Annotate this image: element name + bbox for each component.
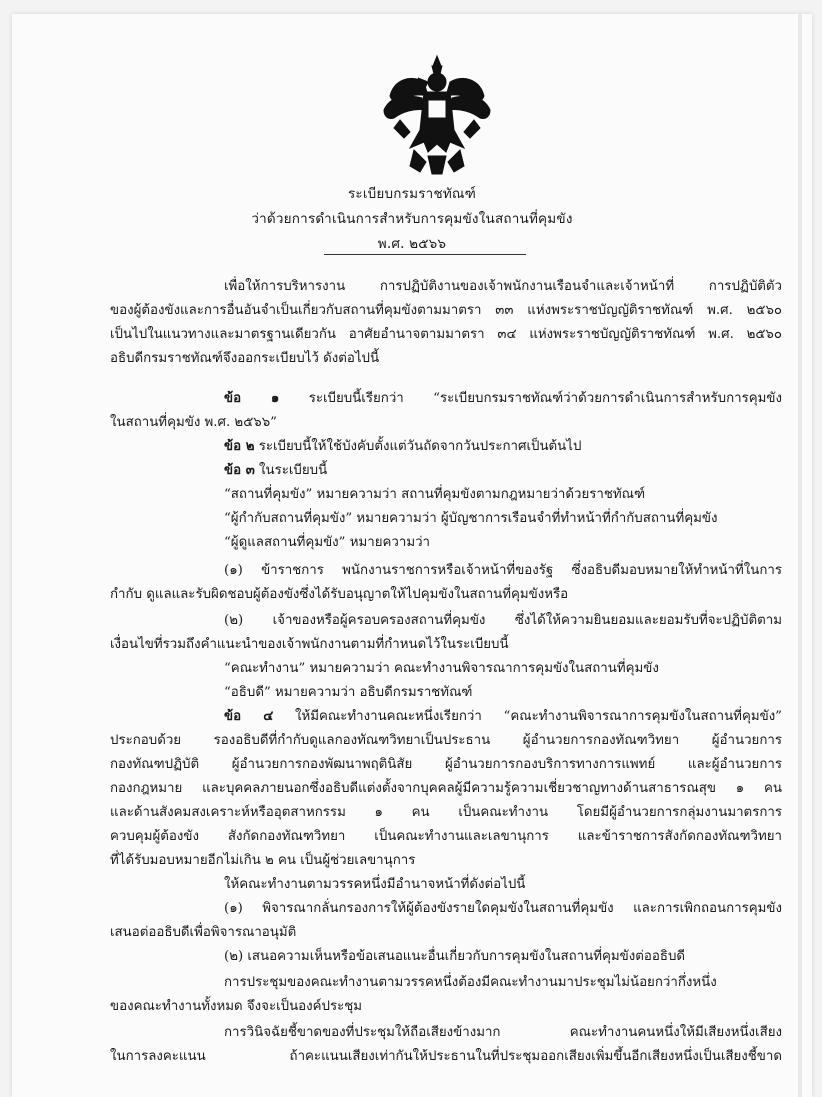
body-line bbox=[224, 660, 659, 678]
body-line-text: (๑) พิจารณากลั่นกรองการให้ผู้ต้องขังรายใดคุมขังในสถานที่คุมขัง และการเพิกถอนการคุมขัง bbox=[224, 901, 782, 916]
body-line bbox=[224, 462, 327, 480]
body-line bbox=[224, 974, 782, 992]
clause-number: ข้อ ๓ bbox=[224, 463, 255, 478]
body-line-text: เป็นไปในแนวทางและมาตรฐานเดียวกัน อาศัยอำนาจตามมาตรา ๓๔ แห่งพระราชบัญญัติราชทัณฑ์ พ.ศ. ๒๕๖๐ bbox=[110, 327, 782, 342]
body-line-text: (๒) เจ้าของหรือผู้ครอบครองสถานที่คุมขัง ซึ่งได้ให้ความยินยอมและยอมรับที่จะปฏิบัติตาม bbox=[224, 613, 782, 628]
body-line bbox=[224, 948, 685, 966]
body-line-text: ในการลงคะแนน ถ้าคะแนนเสียงเท่ากันให้ประธานในที่ประชุมออกเสียงเพิ่มขึ้นอีกเสียงหนึ่งเป็นเสียงชี้ขาด bbox=[110, 1049, 782, 1064]
clause-number: ข้อ ๒ bbox=[224, 439, 255, 454]
title-divider bbox=[324, 254, 526, 255]
body-line-text: ของคณะทำงานทั้งหมด จึงจะเป็นองค์ประชุม bbox=[110, 999, 363, 1014]
body-line-text: อธิบดีกรมราชทัณฑ์จึงออกระเบียบไว้ ดังต่อไปนี้ bbox=[110, 351, 380, 366]
body-line-text: การประชุมของคณะทำงานตามวรรคหนึ่งต้องมีคณะทำงานมาประชุมไม่น้อยกว่ากึ่งหนึ่ง bbox=[224, 975, 717, 990]
body-line bbox=[224, 486, 645, 504]
clause-number: ข้อ ๑ bbox=[224, 391, 280, 406]
body-line bbox=[110, 924, 296, 942]
body-line bbox=[224, 900, 782, 918]
body-line bbox=[224, 684, 472, 702]
body-line bbox=[224, 510, 717, 528]
body-line-text: ที่ได้รับมอบหมายอีกไม่เกิน ๒ คน เป็นผู้ช่วยเลขานุการ bbox=[110, 853, 416, 868]
body-line bbox=[110, 852, 415, 870]
body-line-text: เสนอต่ออธิบดีเพื่อพิจารณาอนุมัติ bbox=[110, 925, 297, 940]
body-line-text: ระเบียบนี้เรียกว่า “ระเบียบกรมราชทัณฑ์ว่าด้วยการดำเนินการสำหรับการคุมขัง bbox=[279, 391, 782, 406]
body-line-text: “ผู้กำกับสถานที่คุมขัง” หมายความว่า ผู้บัญชาการเรือนจำที่ทำหน้าที่กำกับสถานที่คุมขัง bbox=[224, 511, 718, 526]
body-line bbox=[224, 534, 430, 552]
body-line-text: ของผู้ต้องขังและการอื่นอันจำเป็นเกี่ยวกับสถานที่คุมขังตามมาตรา ๓๓ แห่งพระราชบัญญัติราชทัณฑ์ พ.ศ. ๒๕๖๐ bbox=[110, 303, 782, 318]
body-line bbox=[110, 732, 782, 750]
body-line-text: เงื่อนไขที่รวมถึงคำแนะนำของเจ้าพนักงานตามที่กำหนดไว้ในระเบียบนี้ bbox=[110, 637, 509, 652]
body-line-text: กำกับ ดูแลและรับผิดชอบผู้ต้องขังซึ่งได้รับอนุญาตให้ไปคุมขังในสถานที่คุมขังหรือ bbox=[110, 587, 569, 602]
body-line bbox=[110, 414, 277, 432]
body-line-text: “ผู้ดูแลสถานที่คุมขัง” หมายความว่า bbox=[224, 535, 431, 550]
document-page bbox=[12, 14, 812, 1097]
body-line bbox=[110, 586, 568, 604]
body-line-text: กองทัณฑปฏิบัติ ผู้อำนวยการกองพัฒนาพฤตินิสัย ผู้อำนวยการกองบริการทางการแพทย์ และผู้อำนวยการ bbox=[110, 757, 782, 772]
body-line-text: เพื่อให้การบริหารงาน การปฏิบัติงานของเจ้าพนักงานเรือนจำและเจ้าหน้าที่ การปฏิบัติตัว bbox=[224, 279, 782, 294]
body-line-text: ในสถานที่คุมขัง พ.ศ. ๒๕๖๖” bbox=[110, 415, 277, 430]
body-line bbox=[224, 708, 782, 726]
body-line-text: (๒) เสนอความเห็นหรือข้อเสนอแนะอื่นเกี่ยวกับการคุมขังในสถานที่คุมขังต่ออธิบดี bbox=[224, 949, 686, 964]
body-line-text: ในระเบียบนี้ bbox=[254, 463, 328, 478]
clause-number: ข้อ ๔ bbox=[224, 709, 274, 724]
body-line-text: ควบคุมผู้ต้องขัง สังกัดกองทัณฑวิทยา เป็นคณะทำงานและเลขานุการ และข้าราชการสังกัดกองทัณฑวิทยา bbox=[110, 829, 782, 844]
body-line bbox=[224, 612, 782, 630]
body-line bbox=[110, 636, 509, 654]
garuda-emblem-icon bbox=[380, 52, 494, 180]
body-line bbox=[224, 1024, 782, 1042]
body-line-text: ให้มีคณะทำงานคณะหนึ่งเรียกว่า “คณะทำงานพิจารณาการคุมขังในสถานที่คุมขัง” bbox=[273, 709, 782, 724]
body-line-text: (๑) ข้าราชการ พนักงานราชการหรือเจ้าหน้าที่ของรัฐ ซึ่งอธิบดีมอบหมายให้ทำหน้าที่ในการ bbox=[224, 563, 782, 578]
document-year: พ.ศ. ๒๕๖๖ bbox=[377, 236, 447, 252]
scan-edge-shadow bbox=[798, 14, 802, 1097]
document-title: ระเบียบกรมราชทัณฑ์ bbox=[347, 186, 477, 202]
body-line bbox=[110, 302, 782, 320]
body-line-text: กองกฎหมาย และบุคคลภายนอกซึ่งอธิบดีแต่งตั้งจากบุคคลผู้มีความรู้ความเชี่ยวชาญทางด้านสาธารณสุข ๑ คน bbox=[110, 781, 782, 796]
body-line-text: ระเบียบนี้ให้ใช้บังคับตั้งแต่วันถัดจากวันประกาศเป็นต้นไป bbox=[254, 439, 582, 454]
body-line bbox=[110, 998, 362, 1016]
body-line bbox=[110, 828, 782, 846]
body-line bbox=[110, 756, 782, 774]
body-line bbox=[110, 780, 782, 798]
body-line bbox=[110, 326, 782, 344]
body-line-text: “อธิบดี” หมายความว่า อธิบดีกรมราชทัณฑ์ bbox=[224, 685, 473, 700]
body-line bbox=[224, 278, 782, 296]
body-line bbox=[224, 876, 525, 894]
body-line-text: “สถานที่คุมขัง” หมายความว่า สถานที่คุมขังตามกฎหมายว่าด้วยราชทัณฑ์ bbox=[224, 487, 646, 502]
body-line bbox=[224, 438, 581, 456]
body-line-text: ให้คณะทำงานตามวรรคหนึ่งมีอำนาจหน้าที่ดังต่อไปนี้ bbox=[224, 877, 526, 892]
body-line bbox=[110, 804, 782, 822]
document-subtitle: ว่าด้วยการดำเนินการสำหรับการคุมขังในสถานที่คุมขัง bbox=[251, 211, 573, 227]
body-line bbox=[224, 562, 782, 580]
body-line-text: ประกอบด้วย รองอธิบดีที่กำกับดูแลกองทัณฑวิทยาเป็นประธาน ผู้อำนวยการกองทัณฑวิทยา ผู้อำนวยการ bbox=[110, 733, 782, 748]
body-line-text: “คณะทำงาน” หมายความว่า คณะทำงานพิจารณาการคุมขังในสถานที่คุมขัง bbox=[224, 661, 659, 676]
body-line bbox=[110, 1048, 782, 1066]
body-line-text: การวินิจฉัยชี้ขาดของที่ประชุมให้ถือเสียงข้างมาก คณะทำงานคนหนึ่งให้มีเสียงหนึ่งเสียง bbox=[224, 1025, 782, 1040]
body-line bbox=[110, 350, 379, 368]
body-line-text: และด้านสังคมสงเคราะห์หรืออุตสาหกรรม ๑ คน เป็นคณะทำงาน โดยมีผู้อำนวยการกลุ่มงานมาตรการ bbox=[110, 805, 782, 820]
body-line bbox=[224, 390, 782, 408]
